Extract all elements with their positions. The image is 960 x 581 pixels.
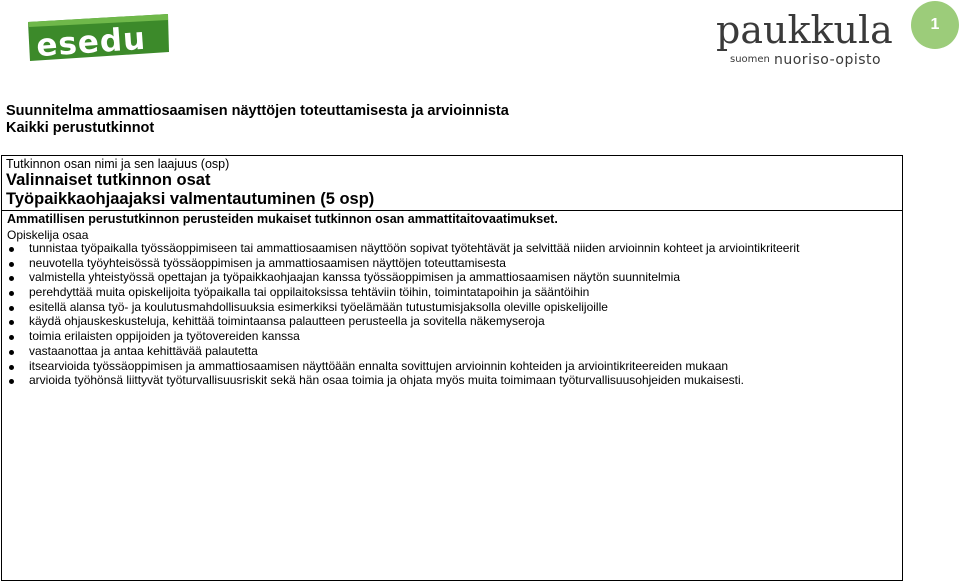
list-item (2, 359, 902, 374)
list-item (2, 285, 902, 300)
bullet-icon (9, 291, 14, 296)
requirements-intro: Opiskelija osaa (7, 228, 89, 242)
paukkula-logo (716, 8, 894, 68)
requirements-heading: Ammatillisen perustutkinnon perusteiden mukaiset tutkinnon osan ammattitaitovaatimukset. (7, 212, 558, 226)
bullet-icon (9, 306, 14, 311)
unit-table (1, 155, 903, 581)
unit-name-line1: Valinnaiset tutkinnon osat (6, 171, 211, 189)
document-title-line1: Suunnitelma ammattiosaamisen näyttöjen toteuttamisesta ja arvioinnista (6, 103, 509, 119)
list-item (2, 373, 902, 388)
paukkula-logo-sub-left: suomen (730, 54, 770, 65)
unit-header-cell (2, 156, 902, 211)
document-title (6, 103, 509, 137)
list-item-text: valmistella yhteistyössä opettajan ja työpaikkaohjaajan kanssa työssäoppimisen ja ammattiosaamisen näytön suunnitelmia (29, 270, 681, 285)
paukkula-logo-main: paukkula (716, 8, 893, 52)
list-item (2, 329, 902, 344)
bullet-icon (9, 335, 14, 340)
bullet-icon (9, 262, 14, 267)
list-item-text: tunnistaa työpaikalla työssäoppimiseen tai ammattiosaamisen näyttöön sopivat työtehtävät ja selvittää niiden arvioinnin kohteet ja arviointikriteerit (29, 241, 800, 255)
unit-name-line2: Työpaikkaohjaajaksi valmentautuminen (5 osp) (6, 190, 375, 208)
list-item (2, 241, 902, 256)
page-number-badge: 1 (911, 1, 959, 49)
document-title-line2: Kaikki perustutkinnot (6, 120, 155, 136)
list-item-text: käydä ohjauskeskusteluja, kehittää toimintaansa palautteen perusteella ja sovitella näkemyseroja (29, 314, 545, 329)
list-item-text: vastaanottaa ja antaa kehittävää palautetta (29, 343, 258, 358)
bullet-icon (9, 320, 14, 325)
list-item-text: arvioida työhönsä liittyvät työturvallisuusriskit sekä hän osaa toimia ja ohjata myös muita toimimaan työturvallisuusohjeiden mukaisesti. (29, 373, 744, 388)
list-item-text: itsearvioida työssäoppimisen ja ammattiosaamisen näyttöään ennalta sovittujen arvioinnin kohteiden ja arviointikriteereiden mukaan (29, 358, 729, 373)
bullet-icon (9, 247, 14, 252)
bullet-icon (9, 365, 14, 370)
list-item (2, 344, 902, 359)
bullet-icon (9, 350, 14, 355)
paukkula-logo-sub-right: nuoriso-opisto (774, 52, 882, 68)
list-item (2, 300, 902, 315)
list-item-text: esitellä alansa työ- ja koulutusmahdollisuuksia esimerkiksi työelämään tutustumisjaksolla oleville opiskelijoille (29, 299, 608, 314)
list-item (2, 270, 902, 285)
bullet-icon (9, 379, 14, 384)
list-item-text: neuvotella työyhteisössä työssäoppimisen ja ammattiosaamisen näyttöjen toteuttamisesta (29, 255, 506, 270)
bullet-icon (9, 276, 14, 281)
list-item-text: toimia erilaisten oppijoiden ja työtovereiden kanssa (29, 329, 300, 344)
unit-label: Tutkinnon osan nimi ja sen laajuus (osp) (6, 157, 230, 171)
requirements-list (2, 241, 902, 388)
list-item (2, 256, 902, 271)
list-item-text: perehdyttää muita opiskelijoita työpaikalla tai oppilaitoksissa tehtäviin töihin, toimintatapoihin ja sääntöihin (29, 285, 590, 300)
esedu-logo (26, 14, 171, 62)
list-item (2, 314, 902, 329)
svg-text:esedu: esedu (35, 20, 148, 62)
